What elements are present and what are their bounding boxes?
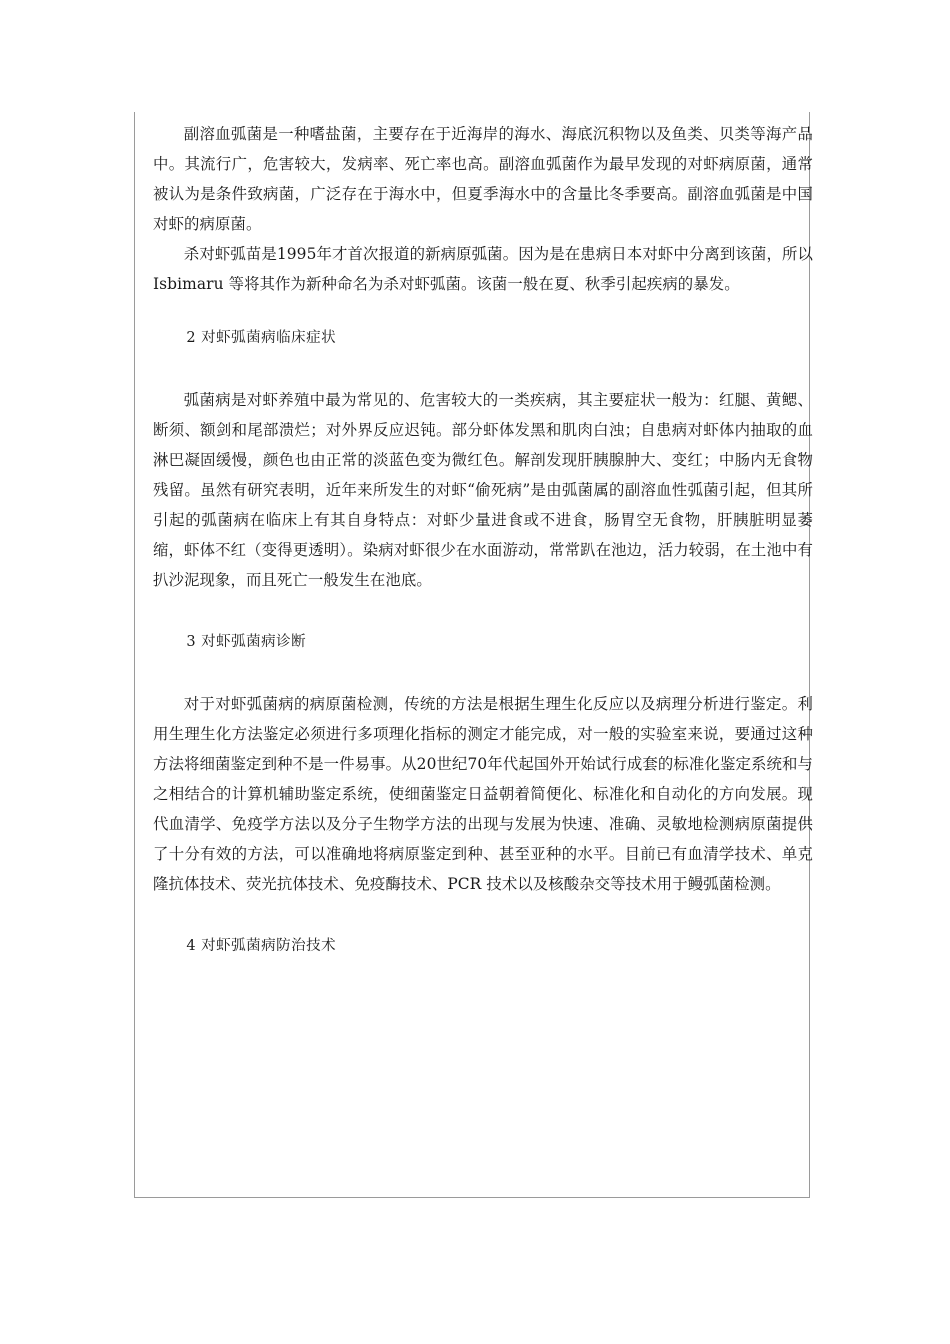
spacer [153,657,813,689]
section-heading-prevention: 4 对虾弧菌病防治技术 [186,938,337,954]
spacer [153,299,813,323]
section-heading-diagnosis: 3 对虾弧菌病诊断 [186,634,307,650]
paragraph-clinical-symptoms: 弧菌病是对虾养殖中最为常见的、危害较大的一类疾病，其主要症状一般为：红腿、黄鳃、断须、额剑和尾部溃烂；对外界反应迟钝。部分虾体发黑和肌肉白浊；自患病对虾体内抽取的血淋巴凝固缓慢，颜色也由正常的淡蓝色变为微红色。解剖发现肝胰腺肿大、变红；中肠内无食物残留。虽然有研究表明，近年来所发生的对虾“偷死病”是由弧菌属的副溶血性弧菌引起，但其所引起的弧菌病在临床上有其自身特点：对虾少量进食或不进食，肠胃空无食物，肝胰脏明显萎缩，虾体不红（变得更透明）。染病对虾很少在水面游动，常常趴在池边，活力较弱，在土池中有扒沙泥现象，而且死亡一般发生在池底。 [153,391,813,589]
document-body [153,119,813,961]
spacer [153,899,813,931]
paragraph-vibrio-penaeicida: 杀对虾弧苗是1995年才首次报道的新病原弧菌。因为是在患病日本对虾中分离到该菌，所以 Isbimaru 等将其作为新种命名为杀对虾弧菌。该菌一般在夏、秋季引起疾病的暴发。 [153,245,813,293]
paragraph-vibrio-parahaemolyticus: 副溶血弧菌是一种嗜盐菌，主要存在于近海岸的海水、海底沉积物以及鱼类、贝类等海产品中。其流行广，危害较大，发病率、死亡率也高。副溶血弧菌作为最早发现的对虾病原菌，通常被认为是条件致病菌，广泛存在于海水中，但夏季海水中的含量比冬季要高。副溶血弧菌是中国对虾的病原菌。 [153,125,813,233]
spacer [153,353,813,385]
section-heading-clinical-symptoms: 2 对虾弧菌病临床症状 [186,330,337,346]
paragraph-diagnosis: 对于对虾弧菌病的病原菌检测，传统的方法是根据生理生化反应以及病理分析进行鉴定。利用生理生化方法鉴定必须进行多项理化指标的测定才能完成，对一般的实验室来说，要通过这种方法将细菌鉴定到种不是一件易事。从20世纪70年代起国外开始试行成套的标准化鉴定系统和与之相结合的计算机辅助鉴定系统，使细菌鉴定日益朝着简便化、标准化和自动化的方向发展。现代血清学、免疫学方法以及分子生物学方法的出现与发展为快速、准确、灵敏地检测病原菌提供了十分有效的方法，可以准确地将病原鉴定到种、甚至亚种的水平。目前已有血清学技术、单克隆抗体技术、荧光抗体技术、免疫酶技术、PCR 技术以及核酸杂交等技术用于鳗弧菌检测。 [153,695,813,893]
spacer [153,595,813,627]
